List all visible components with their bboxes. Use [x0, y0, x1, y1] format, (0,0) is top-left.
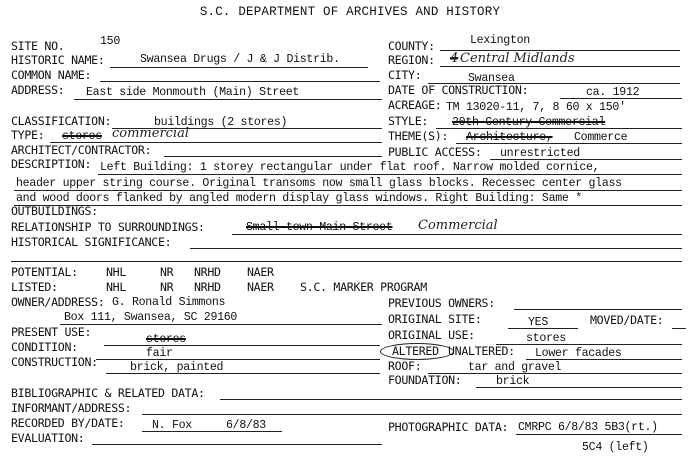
original-use-line: [496, 344, 682, 345]
potential-nr: NR: [160, 265, 174, 279]
moved-date-line: [672, 328, 686, 329]
region-line: [440, 66, 680, 67]
evaluation-label: EVALUATION:: [11, 431, 85, 445]
photographic-data-line-1: CMRPC 6/8/83 5B3(rt.): [518, 421, 658, 434]
site-no-label: SITE NO.: [11, 39, 65, 53]
listed-nrhd: NRHD: [194, 280, 221, 294]
relationship-line: [232, 234, 682, 235]
original-site-label: ORIGINAL SITE:: [388, 312, 482, 326]
common-name-line: [100, 81, 380, 82]
historic-name-value: Swansea Drugs / J & J Distrib.: [140, 53, 340, 66]
informant-label: INFORMANT/ADDRESS:: [11, 401, 132, 415]
potential-nrhd: NRHD: [194, 265, 221, 279]
owner-name-value: G. Ronald Simmons: [112, 296, 226, 309]
listed-naer: NAER: [247, 280, 274, 294]
themes-line: [456, 143, 682, 144]
date-of-construction-value: ca. 1912: [586, 86, 640, 99]
date-of-construction-label: DATE OF CONSTRUCTION:: [388, 83, 529, 97]
relationship-struck-value: Small town Main Street: [246, 221, 393, 234]
section-divider: [11, 261, 682, 262]
photographic-data-line-2: 5C4 (left): [582, 441, 649, 454]
historic-name-line: [110, 67, 368, 68]
themes-label: THEME(S):: [388, 129, 449, 143]
outbuildings-label: OUTBUILDINGS:: [11, 204, 98, 218]
roof-value: tar and gravel: [468, 361, 562, 374]
present-use-struck-value: stores: [146, 333, 186, 346]
type-label: TYPE:: [11, 128, 45, 142]
type-struck-value: stores: [62, 130, 102, 143]
unaltered-label: UNALTERED:: [448, 344, 515, 358]
city-label: CITY:: [388, 68, 422, 82]
description-line-3: and wood doors flanked by angled modern display glass windows. Right Building: Same *: [16, 192, 582, 205]
original-site-value: YES: [528, 316, 548, 329]
form-header: S.C. DEPARTMENT OF ARCHIVES AND HISTORY: [199, 5, 501, 19]
original-use-value: stores: [526, 332, 566, 345]
condition-line: [96, 359, 380, 360]
historical-significance-line: [190, 248, 682, 249]
owner-address-line: [60, 324, 382, 325]
recorded-by-line: [142, 431, 282, 432]
foundation-label: FOUNDATION:: [388, 373, 462, 387]
unaltered-value: Lower facades: [535, 347, 622, 360]
city-value: Swansea: [468, 72, 515, 85]
roof-line: [428, 373, 682, 374]
style-label: STYLE:: [388, 114, 429, 128]
previous-owners-line: [514, 309, 682, 310]
themes-value: Commerce: [574, 131, 628, 144]
site-no-value: 150: [100, 35, 120, 48]
architect-label: ARCHITECT/CONTRACTOR:: [11, 143, 152, 157]
address-value: East side Monmouth (Main) Street: [86, 86, 300, 99]
evaluation-line: [92, 444, 382, 445]
condition-label: CONDITION:: [11, 340, 78, 354]
original-site-line: [508, 328, 578, 329]
construction-label: CONSTRUCTION:: [11, 355, 98, 369]
public-access-line: [490, 159, 682, 160]
historical-significance-label: HISTORICAL SIGNIFICANCE:: [11, 235, 172, 249]
date-of-construction-line: [560, 98, 682, 99]
region-label: REGION:: [388, 53, 435, 67]
construction-value: brick, painted: [130, 361, 224, 374]
recorded-by-value: N. Fox: [152, 419, 192, 432]
potential-nhl: NHL: [106, 265, 127, 279]
condition-value: fair: [146, 347, 173, 360]
altered-label: ALTERED: [392, 344, 439, 358]
common-name-label: COMMON NAME:: [11, 68, 92, 82]
description-line-1: Left Building: 1 storey rectangular under flat roof. Narrow molded cornice,: [100, 161, 600, 174]
listed-nr: NR: [160, 280, 174, 294]
address-label: ADDRESS:: [11, 83, 65, 97]
construction-line: [106, 373, 380, 374]
classification-label: CLASSIFICATION:: [11, 114, 112, 128]
style-struck-value: 20th Century Commercial: [452, 116, 606, 129]
original-use-label: ORIGINAL USE:: [388, 328, 475, 342]
photographic-data-underline: [516, 434, 682, 435]
historic-name-label: HISTORIC NAME:: [11, 53, 105, 67]
potential-label: POTENTIAL:: [11, 265, 78, 279]
address-line: [74, 99, 382, 100]
owner-address-value: Box 111, Swansea, SC 29160: [64, 311, 238, 324]
recorded-date-value: 6/8/83: [226, 419, 266, 432]
description-underline-3: [14, 205, 682, 206]
description-underline-2: [14, 190, 682, 191]
photographic-data-label: PHOTOGRAPHIC DATA:: [388, 420, 509, 434]
region-struck-mark: 4: [450, 51, 459, 66]
listed-nhl: NHL: [106, 280, 127, 294]
description-line-2: header upper string course. Original transoms now small glass blocks. Recessec center glass: [16, 177, 622, 190]
listed-label: LISTED:: [11, 280, 58, 294]
foundation-line: [476, 387, 682, 388]
roof-label: ROOF:: [388, 359, 422, 373]
potential-naer: NAER: [247, 265, 274, 279]
bibliographic-line: [220, 399, 682, 400]
moved-date-label: MOVED/DATE:: [590, 313, 664, 327]
architect-line: [164, 156, 382, 157]
informant-line: [142, 414, 682, 415]
recorded-by-label: RECORDED BY/DATE:: [11, 416, 125, 430]
relationship-label: RELATIONSHIP TO SURROUNDINGS:: [11, 220, 205, 234]
public-access-value: unrestricted: [500, 147, 580, 160]
county-label: COUNTY:: [388, 39, 435, 53]
type-handwritten-value: commercial: [112, 126, 190, 141]
bibliographic-label: BIBLIOGRAPHIC & RELATED DATA:: [11, 386, 205, 400]
present-use-line: [104, 345, 380, 346]
unaltered-line: [526, 359, 682, 360]
previous-owners-label: PREVIOUS OWNERS:: [388, 296, 495, 310]
foundation-value: brick: [496, 375, 530, 388]
relationship-handwritten-value: Commercial: [418, 218, 498, 233]
acreage-label: ACREAGE:: [388, 98, 442, 112]
classification-value: buildings (2 stores): [154, 116, 288, 129]
region-handwritten-value: Central Midlands: [460, 51, 575, 66]
description-underline-1: [98, 174, 682, 175]
themes-struck-value: Architecture,: [466, 131, 553, 144]
description-label: DESCRIPTION:: [11, 157, 92, 171]
owner-address-label: OWNER/ADDRESS:: [11, 295, 105, 309]
acreage-value: TM 13020-11, 7, 8 60 x 150': [446, 101, 626, 114]
public-access-label: PUBLIC ACCESS:: [388, 145, 482, 159]
present-use-label: PRESENT USE:: [11, 325, 92, 339]
sc-marker-program: S.C. MARKER PROGRAM: [300, 280, 427, 294]
county-value: Lexington: [470, 34, 530, 47]
style-line: [436, 128, 682, 129]
